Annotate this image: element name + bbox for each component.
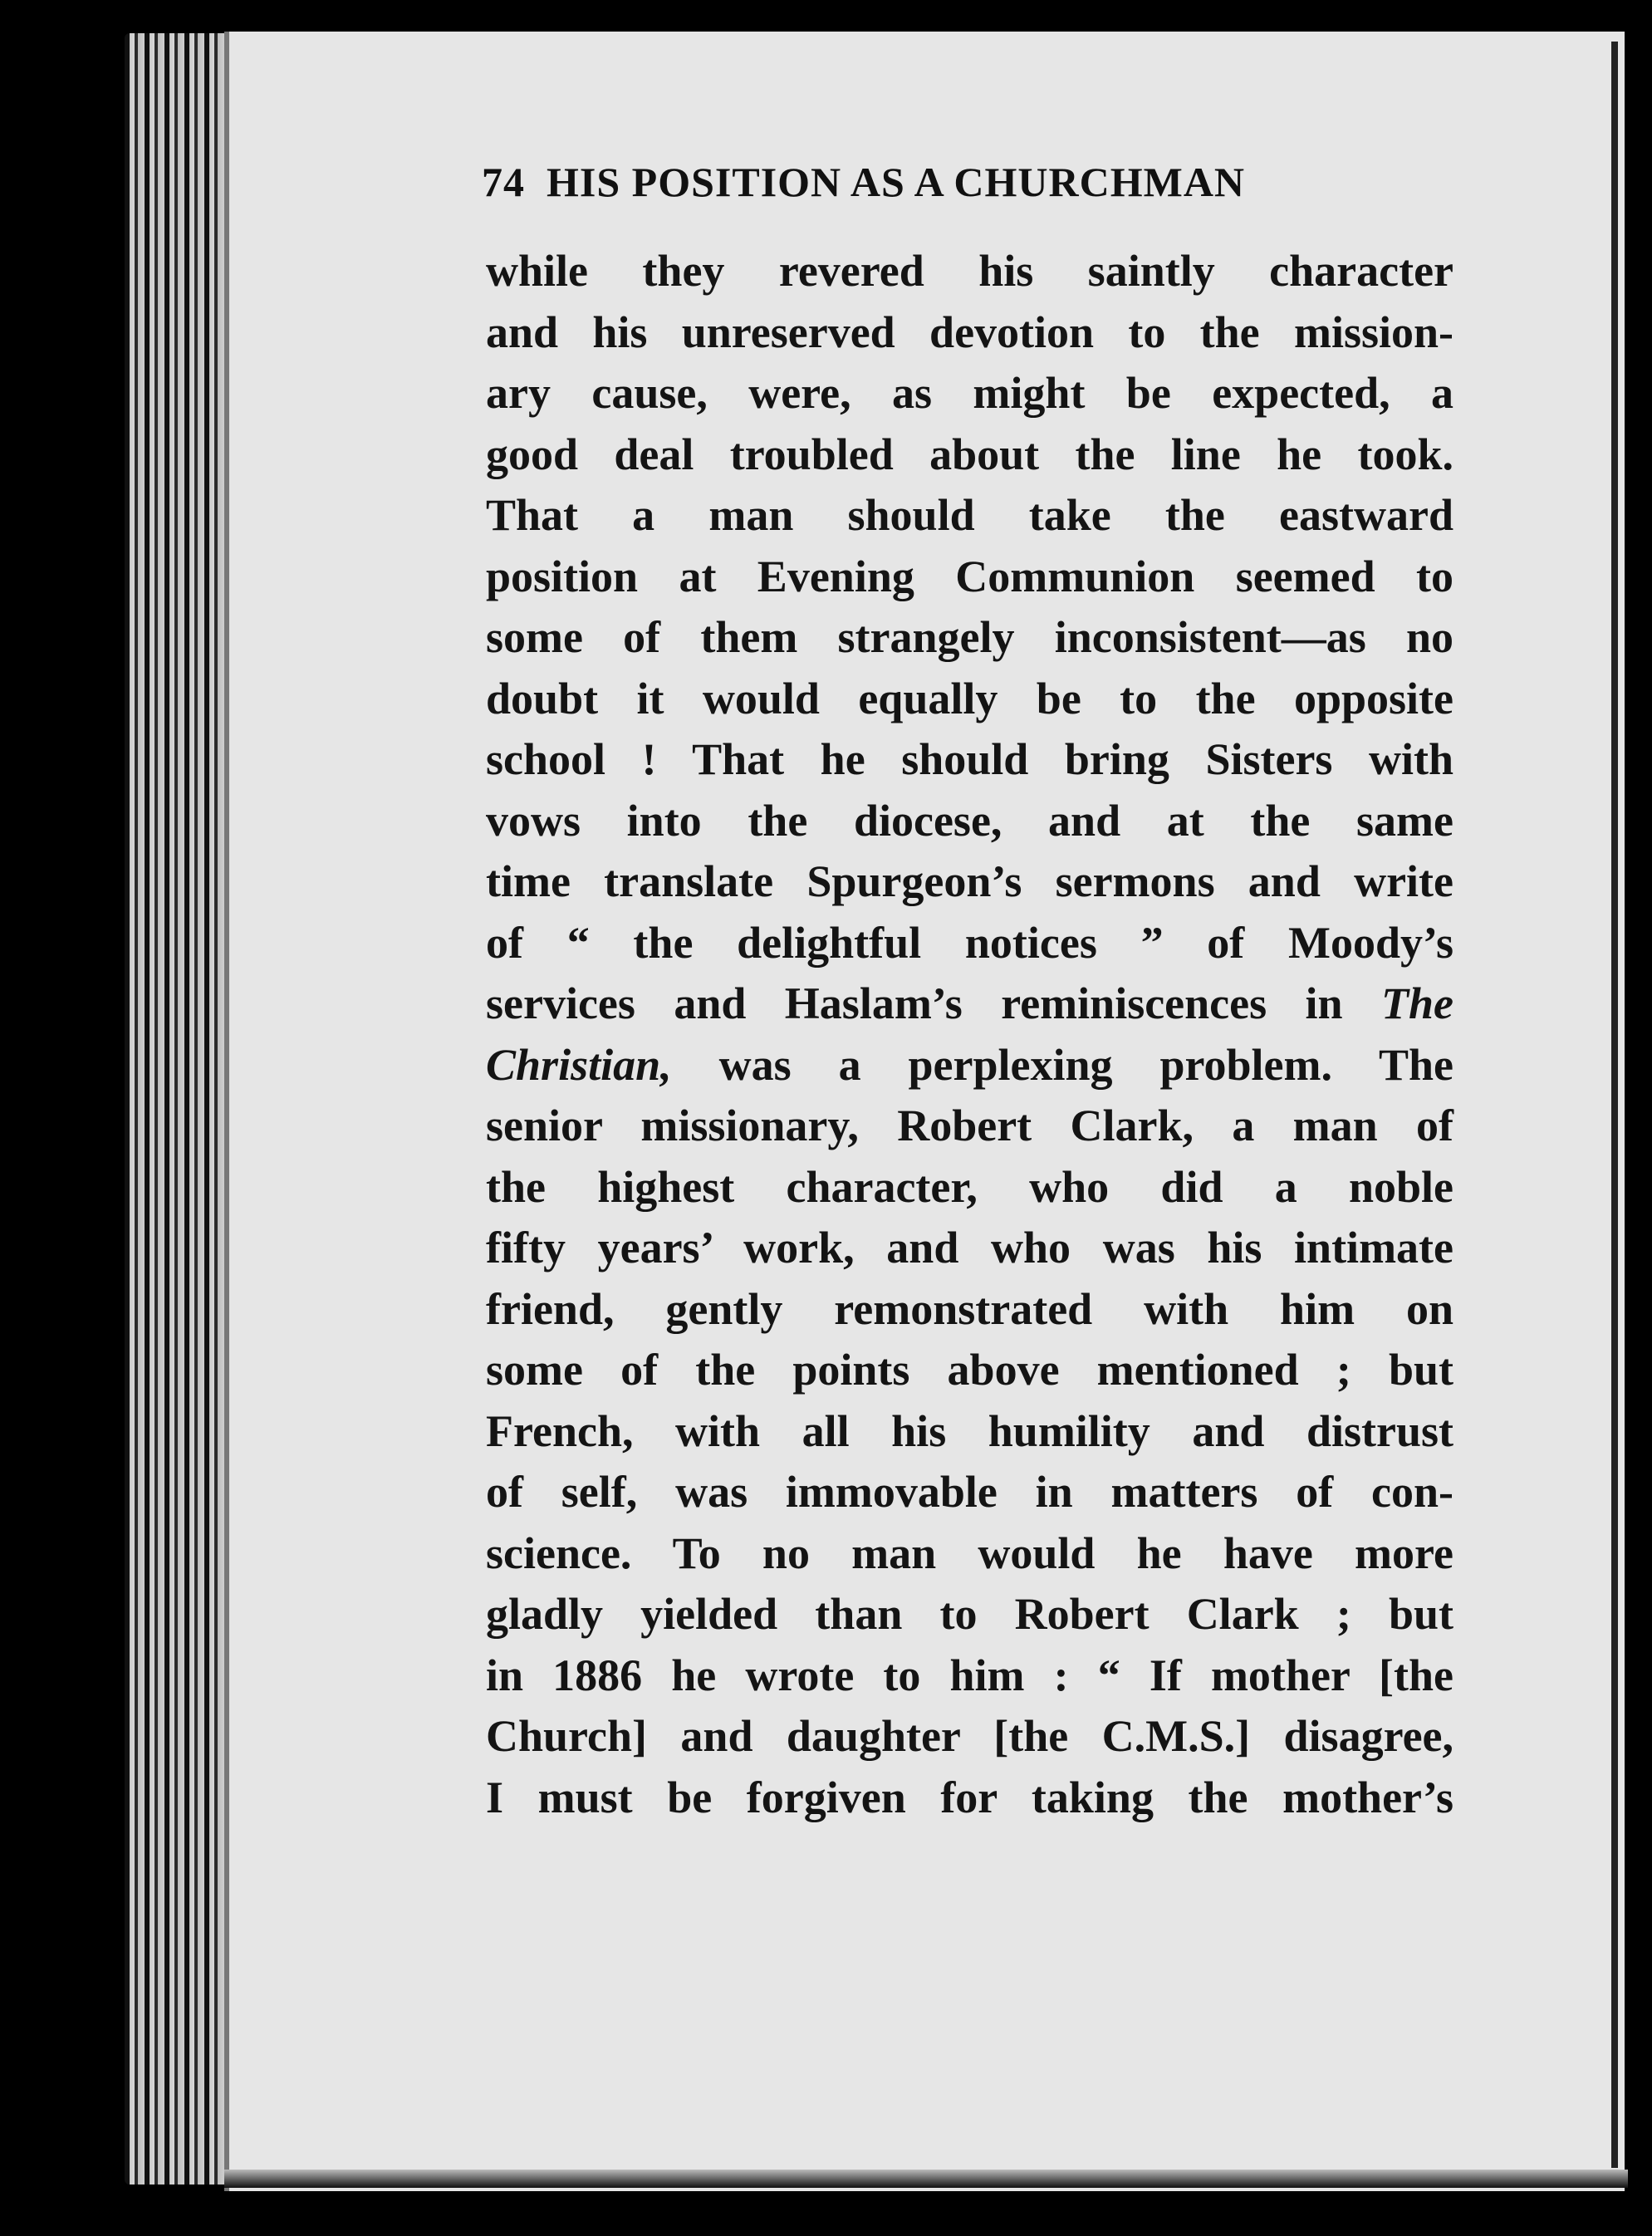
italic-title: The — [1381, 978, 1453, 1028]
text-line: I must be forgiven for taking the mother’s — [486, 1772, 1453, 1822]
text-line: ary cause, were, as might be expected, a — [486, 368, 1453, 418]
text-line — [486, 973, 1453, 1035]
text-line: senior missionary, Robert Clark, a man of — [486, 1101, 1453, 1150]
text-line — [486, 1035, 1453, 1096]
text-line: Church] and daughter [the C.M.S.] disagree, — [486, 1711, 1453, 1761]
book-edge — [125, 33, 233, 2185]
text-line: some of the points above mentioned ; but — [486, 1345, 1453, 1395]
text-line: and his unreserved devotion to the mission- — [486, 306, 1453, 357]
text-line: the highest character, who did a noble — [486, 1161, 1453, 1212]
text-line: school ! That he should bring Sisters with — [486, 734, 1453, 784]
page-gutter-edge — [1611, 42, 1618, 2168]
page-number: 74 — [482, 159, 525, 205]
chapter-title: HIS POSITION AS A CHURCHMAN — [547, 159, 1246, 205]
text-line: of self, was immovable in matters of con- — [486, 1467, 1453, 1517]
text-line: science. To no man would he have more — [486, 1527, 1453, 1578]
text-line: some of them strangely inconsistent—as no — [486, 612, 1453, 662]
text-line: position at Evening Communion seemed to — [486, 551, 1453, 601]
text-line: fifty years’ work, and who was his intimate — [486, 1223, 1453, 1272]
text-line: while they revered his saintly character — [486, 246, 1453, 296]
text-line: gladly yielded than to Robert Clark ; but — [486, 1589, 1453, 1639]
text-line: time translate Spurgeon’s sermons and write — [486, 856, 1453, 906]
body-text — [486, 241, 1453, 1828]
text-line: of “ the delightful notices ” of Moody’s — [486, 917, 1453, 968]
text-line: in 1886 he wrote to him : “ If mother [the — [486, 1650, 1453, 1700]
text-line: friend, gently remonstrated with him on — [486, 1283, 1453, 1334]
running-head — [482, 158, 1245, 206]
text-line: French, with all his humility and distrust — [486, 1405, 1453, 1456]
text-segment: services and Haslam’s reminiscences in — [486, 978, 1343, 1028]
text-line: good deal troubled about the line he took. — [486, 429, 1453, 479]
italic-title: Christian, — [486, 1039, 672, 1090]
text-line: doubt it would equally be to the opposite — [486, 673, 1453, 723]
text-line: That a man should take the eastward — [486, 490, 1453, 540]
text-segment: was a perplexing problem. The — [718, 1039, 1454, 1090]
page-bottom-edge — [224, 2170, 1628, 2188]
text-line: vows into the diocese, and at the same — [486, 795, 1453, 846]
